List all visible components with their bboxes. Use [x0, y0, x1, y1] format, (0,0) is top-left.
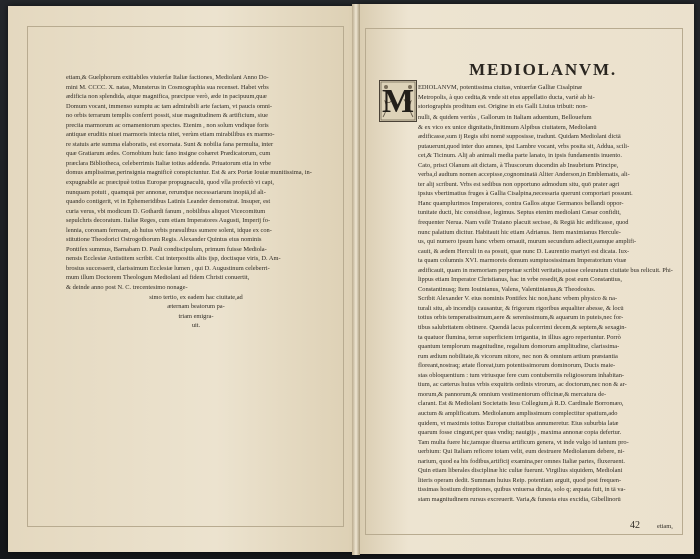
text-line: EDIOLANVM, potentissima ciuitas, vniuerfæ Galliæ Cisalpinæ: [418, 84, 583, 91]
page-fold: [352, 4, 360, 555]
text-line: stitutione Theodorici Ostrogothorum Regis. Alexander Quintus eius nominis: [66, 236, 262, 244]
left-page-text: [66, 73, 326, 331]
text-line: nensis Ecclesiæ Antistitem scribit. Cui interpositis aliis ijsp, doctisque viris, D. Am-: [66, 255, 281, 263]
text-line: Cato, prisci Olanum ait dictam, à Thuscorum ducendin ab Insubrium Principe,: [418, 161, 619, 169]
text-line: præclara Bibliotheca, celeberrimis Italiæ totius addenda. Priuatorum etia in vrbe: [66, 159, 271, 167]
text-line: Constantinusq; Item Iouinianus, Valens, Valentinianus,& Theodosius.: [418, 285, 596, 293]
text-line: us, qui numero ipsum hanc vrbem ornauit, murum secundum adiecit,eamque amplifi-: [418, 238, 637, 246]
text-line: uerbium: Qui Italiam reficere totam velit, eum destruere Mediolanum debere, ni-: [418, 448, 625, 456]
text-line: mini M. CCCC. X. natas, Munsterus in Cosmographia sua recenset. Habet vrbs: [66, 83, 269, 91]
text-line: expugnabile ac præcipuè totius Europæ propugnaculū, quod vlla profectò vi capi,: [66, 179, 274, 187]
text-line: auctum & amplificatum. Mediolanum amplissimum complectitur spatium,ado: [418, 409, 618, 417]
opening-lines: [418, 83, 676, 112]
text-line: Pontifex summus, Barnabam D. Pauli condiscipulum, primum fuisse Mediola-: [66, 245, 267, 253]
text-line: & deinde anno post N. C. trecentesimo nonage-: [66, 284, 188, 292]
text-line: lippus etiam Imperator Christianus, hac in vrbe resedit,& post eum Constantius,: [418, 276, 622, 284]
text-line: sepulchris decoratum. Italiæ Reges, cum etiam Imperatores Augusti, Imperij fo-: [66, 217, 271, 225]
right-page-text: [418, 113, 676, 504]
text-line: verba,d audtum nomen accepisse,cognominatā Aliter Anderson,in Emblematis, ali-: [418, 171, 630, 179]
text-line: turali situ, ab incendijs causantur, & frigorum rigoribus æqualiter abesse, & locū: [418, 304, 624, 312]
text-line: nulli, & quidem veriùs , Gallorum in Italiam aduentum, Bellouefum: [418, 114, 592, 121]
text-line: no orbis terrarum templis conferri possit, siue magnitudinem & artificium, siue: [66, 112, 268, 120]
text-line: Scribit Alexander V. eius nominis Pontifex hic non,hanc vrbem physico & na-: [418, 295, 618, 303]
text-line: Tam multa fuere hic,tamque diuersa artificum genera, vt inde vulgo id tantum pro-: [418, 438, 629, 446]
text-line: narium, quod ea his fodibus,artificij examina,per omnes Italiæ partes, fluxeruent.: [418, 457, 625, 465]
text-line: stam magnitudinem rursus excreuerit. Varia,& funesta eius excidia, Gibellinorū: [418, 495, 621, 503]
text-line: ædificia non splendida, atque magnifica, præcipue verò, æde in pacipuum,quæ: [66, 93, 267, 101]
text-line: curia verus, vbi modicum D. Gothardi fanum , nobilibus aliquot Vicecomitum: [66, 207, 266, 215]
text-line: Quin etiam liberales disciplinæ hic cultæ fuerunt. Virgilius siquidem, Mediolani: [418, 467, 623, 475]
text-tail-line: triam emigra-: [178, 312, 214, 320]
text-line: ipsius vbertimatius fruges à Gallia Cisalpina,necessaria querunt comportari possunt.: [418, 190, 633, 198]
text-line: literis operam dedit. Summam huius Reip. potentiam arguit, quod post frequen-: [418, 476, 622, 484]
text-line: clarant. Est & Mediolani Societatis Iesu Collegium,à R.D. Cardinale Borromæo,: [418, 400, 624, 408]
text-line: preciia marmorum ac ornamentorum spectes. Etenim , non solum vndique foris: [66, 121, 269, 129]
text-line: cet,& Ticinum. Alij ab animali media parte lanato, in ipsis fundamentis inuento.: [418, 152, 622, 160]
text-line: Hanc quamplurimos Imperatores, contra Gallos atque Germanos bellandi oppor-: [418, 199, 624, 207]
text-line: quæ Gratiarum ædes. Cornobium huic fano insigne cohæret Prædicatorum, cum: [66, 150, 271, 158]
text-line: Domum vocant, immenso sumptu ac tam admirabili arte factam, vt paucis omni-: [66, 102, 273, 110]
text-line: & ex vico ex unice dignitatis,finitimum Alpibus ciuitatem, Mediolanū: [418, 123, 597, 131]
text-line: totius orbis temperatissimum,aere & serenissimum,& aquarum in puteis,nec for-: [418, 314, 624, 322]
text-line: nunquam potuit , quamquā per annonæ, rerumq̄ue necessariarum inopiā,id ali-: [66, 188, 266, 196]
text-tail-line: æternam beatorum pa-: [167, 303, 225, 311]
text-line: tium, ac cæterus huius vrbis exquitris ordinis virorum, ac doctorum,nec non & ar-: [418, 381, 627, 389]
text-line: mum illum Doctorem Theologum Mediolani ad fidem Christi conuertit,: [66, 274, 250, 282]
text-line: stas obloquentium : tum vtriusque fere cum contuberniis religiosorum inhabitan-: [418, 371, 625, 379]
text-line: lennia, coronam ferream, ab huius vrbis præsulibus sumere solent, idque ex con-: [66, 226, 272, 234]
text-line: ædificasse,sum ij Regis sibi nomē supposisse, tradunt. Quidam Mediolani dictā: [418, 133, 621, 141]
page-title: MEDIOLANVM.: [469, 60, 617, 79]
text-line: tissimas hostium direptiones, quibus vniuersa diruta, solo q; æquata fuit, in tā va-: [418, 486, 626, 494]
text-line: quarum fosse cingunt,per quas vndiq; nauigijs , maxima annonæ copia defertur.: [418, 429, 622, 437]
text-line: tibus salubritatem obtinere. Quendā lacus pulcerrimi decem,& septem,& sexagin-: [418, 324, 627, 332]
text-line: cauit, & ædem Herculi in ea posuit, quæ nunc D. Laurentio martyri est dicata. Iux-: [418, 247, 630, 255]
text-line: tunitate ducti, hic considisse, legimus. Septus etenim mediolani Cæsar confidit,: [418, 209, 621, 217]
text-line: brosius successerit, clarissimum Ecclesiæ lumen , qui D. Augustinum celeberri-: [66, 264, 270, 272]
text-line: domus amplissimæ,perinsignia magnificè conspiciuntur. Est & arx Portæ Iouiæ munitissima, in-: [66, 169, 312, 177]
text-line: quidem, vt maximis totius Europæ ciuitatibus annumeretur. Eius suburbia latæ: [418, 419, 619, 427]
text-line: nunc palatium dicitur. Habitauit hic etiam Adrianus. Item maximianus Hercule-: [418, 228, 621, 236]
text-line: Metropolis, à quo cedita,& vnde sit eius appellatio ducta, variè ab hi-: [418, 93, 595, 101]
text-line: etiam,& Guelphorum exitiabiles viuierfæ Italiæ factiones, Mediolani Anno Do-: [66, 74, 269, 81]
dropcap-illustration: [379, 80, 417, 122]
text-line: frequenter Nerua. Nam vsilē Traiano placuit secisse, & Regiā hic ædificasse, quod: [418, 219, 629, 227]
text-line: morum,& pannorum,& omnium vestimentorum officinæ,& mercatura de-: [418, 390, 607, 398]
text-line: ta quam columnis XVI. marmoreis domum sumptuosissimam Imperatorium viuæ: [418, 257, 627, 265]
text-line: ædificauit, quam in memoriam perpetuæ scribit veritatis,suisse celeuratum ciuitate bus relicuit. Phi-: [418, 266, 673, 274]
text-line: re statuis arte summa elaboratis, est exornata. Sunt & nobilia fana permulta, inter: [66, 140, 274, 148]
page-number: 42: [630, 520, 640, 531]
text-tail-line: uit.: [191, 322, 201, 330]
catchword: etiam,: [657, 523, 673, 530]
text-line: quantum templorum magnitudine, regalium domorum amplitudine, clarissima-: [418, 343, 620, 351]
text-line: putauerunt,quod inter duo amnes, ipsi Lambre vocant, vrbs posita sit, Addua, scili-: [418, 142, 630, 150]
text-line: ter alij scribunt. Vrbs est sedibus non opportuno admodum situ, quō prater agri: [418, 180, 620, 188]
text-line: storiographis proditum est. Origine in eis Galli Liuius tribuit: non-: [418, 103, 588, 111]
text-line: ta quatuor flumina, terræ superficiem irrigantia, in illius agro reperiuntur. Porrò: [418, 333, 621, 341]
text-line: rum ædium nobilitate,& vicorum nitore, nec non & omnium artium præstantia: [418, 352, 618, 360]
text-line: floreant,nostraq; ætate floreat,tum potentissimorum dominorum, Ducis maie-: [418, 362, 616, 370]
text-line: quando contigerit, vt in Ephemeridibus Latinis Leander demonstrat. Insuper, est: [66, 198, 271, 206]
dropcap-letter: M: [381, 83, 415, 120]
text-line: antiquæ eruditis niuei marmoris intecta nitet, verùm etiam mirabilibus ex marmo-: [66, 131, 275, 139]
text-tail-line: simo tertio, ex eadem hac ciuitate,ad: [149, 293, 243, 301]
